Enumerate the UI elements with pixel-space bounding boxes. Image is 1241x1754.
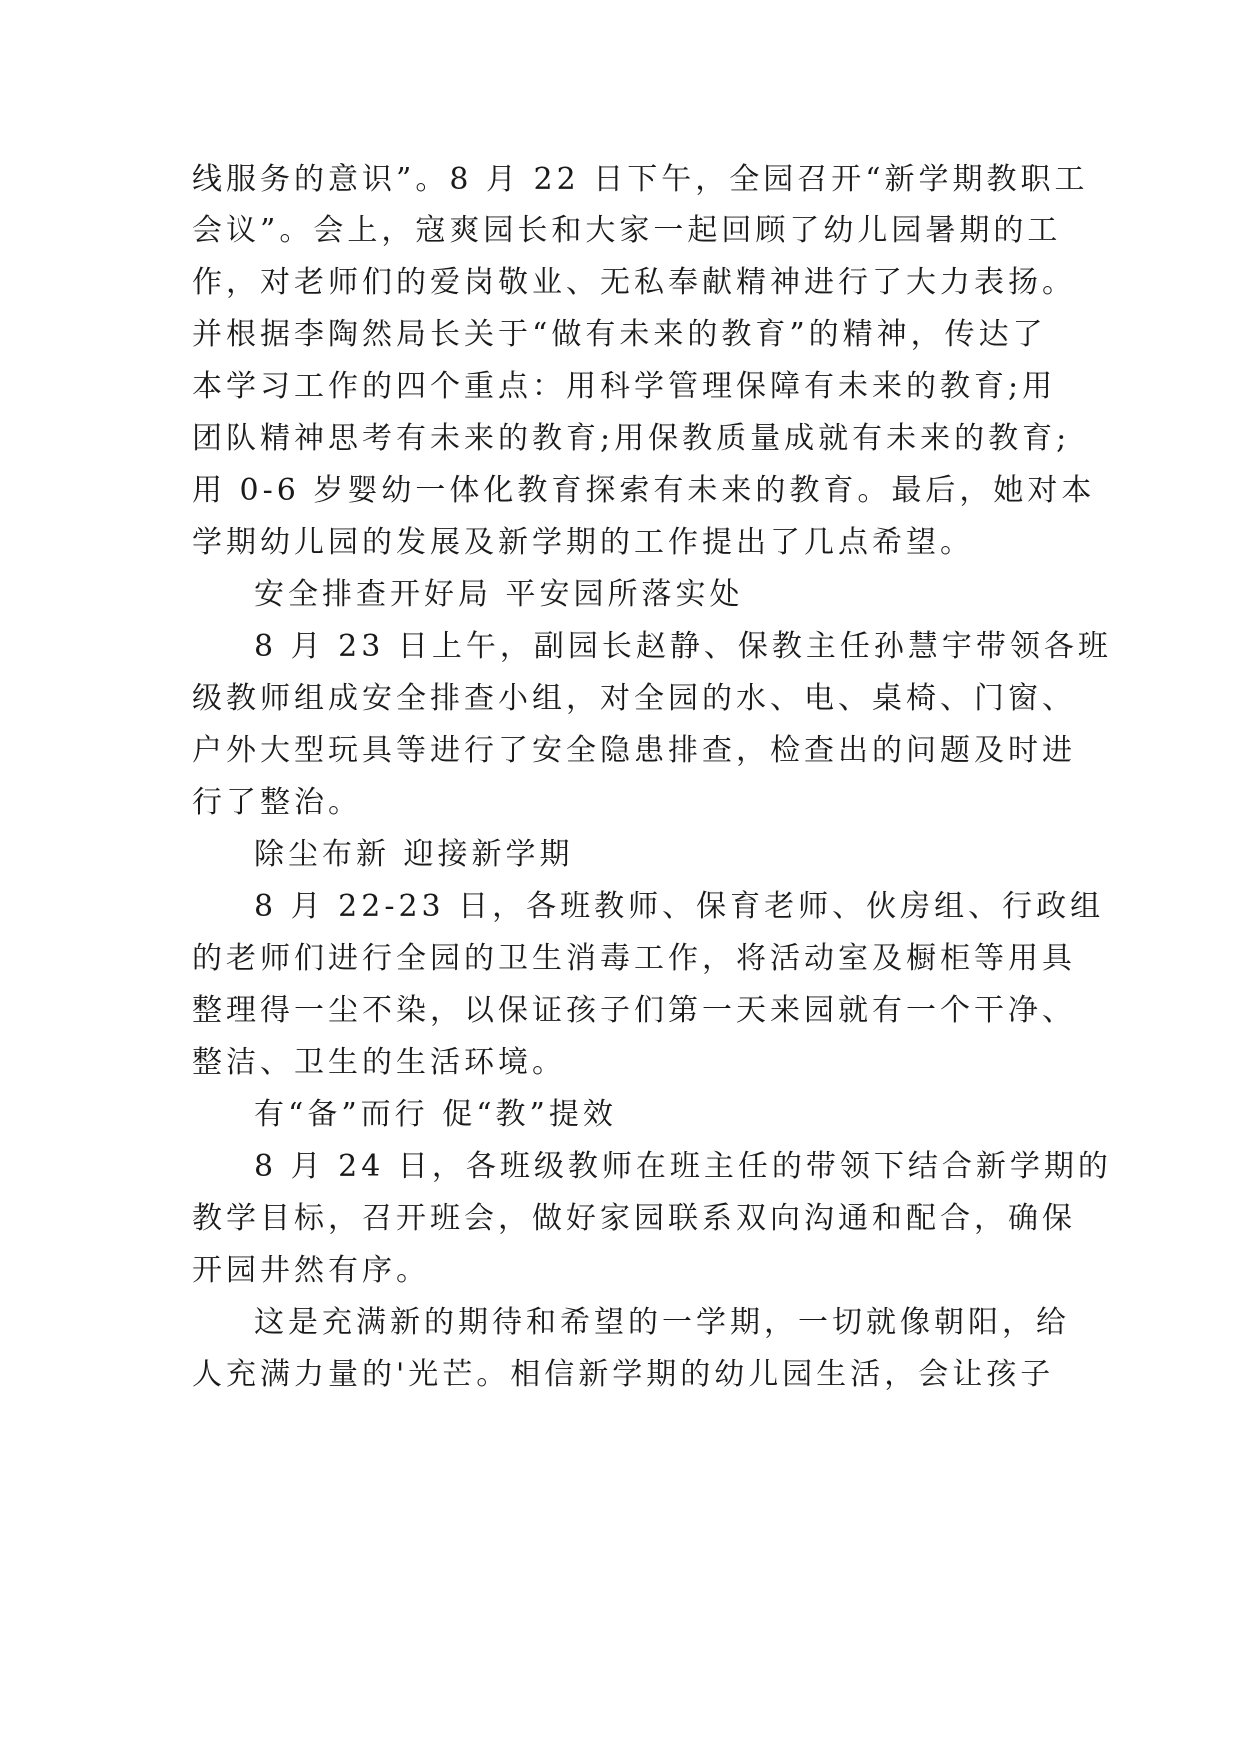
section-heading: 有“备”而行 促“教”提效 [254, 1097, 617, 1132]
text-line: 8 月 23 日上午，副园长赵静、保教主任孙慧宇带领各班 [254, 629, 1112, 664]
text-line: 户外大型玩具等进行了安全隐患排查，检查出的问题及时进 [192, 733, 1076, 768]
text-line: 整理得一尘不染，以保证孩子们第一天来园就有一个干净、 [192, 993, 1076, 1028]
text-line: 线服务的意识”。8 月 22 日下午，全园召开“新学期教职工 [192, 162, 1089, 197]
text-line: 作，对老师们的爱岗敬业、无私奉献精神进行了大力表扬。 [192, 265, 1076, 300]
text-line: 会议”。会上，寇爽园长和大家一起回顾了幼儿园暑期的工 [192, 213, 1062, 248]
text-line: 学期幼儿园的发展及新学期的工作提出了几点希望。 [192, 525, 974, 560]
text-line: 行了整治。 [192, 785, 362, 820]
text-line: 的老师们进行全园的卫生消毒工作，将活动室及橱柜等用具 [192, 941, 1076, 976]
text-line: 开园井然有序。 [192, 1253, 430, 1288]
text-line: 本学习工作的四个重点：用科学管理保障有未来的教育;用 [192, 369, 1057, 404]
section-heading: 除尘布新 迎接新学期 [254, 837, 574, 872]
text-line: 并根据李陶然局长关于“做有未来的教育”的精神，传达了 [192, 317, 1047, 352]
text-line: 整洁、卫生的生活环境。 [192, 1045, 566, 1080]
text-line: 8 月 22-23 日，各班教师、保育老师、伙房组、行政组 [254, 889, 1105, 924]
text-line: 团队精神思考有未来的教育;用保教质量成就有未来的教育; [192, 421, 1071, 456]
text-line: 人充满力量的'光芒。相信新学期的幼儿园生活，会让孩子 [192, 1357, 1055, 1392]
section-heading: 安全排查开好局 平安园所落实处 [254, 577, 744, 612]
text-line: 这是充满新的期待和希望的一学期，一切就像朝阳，给 [254, 1305, 1070, 1340]
text-line: 级教师组成安全排查小组，对全园的水、电、桌椅、门窗、 [192, 681, 1076, 716]
text-line: 8 月 24 日，各班级教师在班主任的带领下结合新学期的 [254, 1149, 1112, 1184]
text-line: 用 0-6 岁婴幼一体化教育探索有未来的教育。最后，她对本 [192, 473, 1096, 508]
text-line: 教学目标，召开班会，做好家园联系双向沟通和配合，确保 [192, 1201, 1076, 1236]
